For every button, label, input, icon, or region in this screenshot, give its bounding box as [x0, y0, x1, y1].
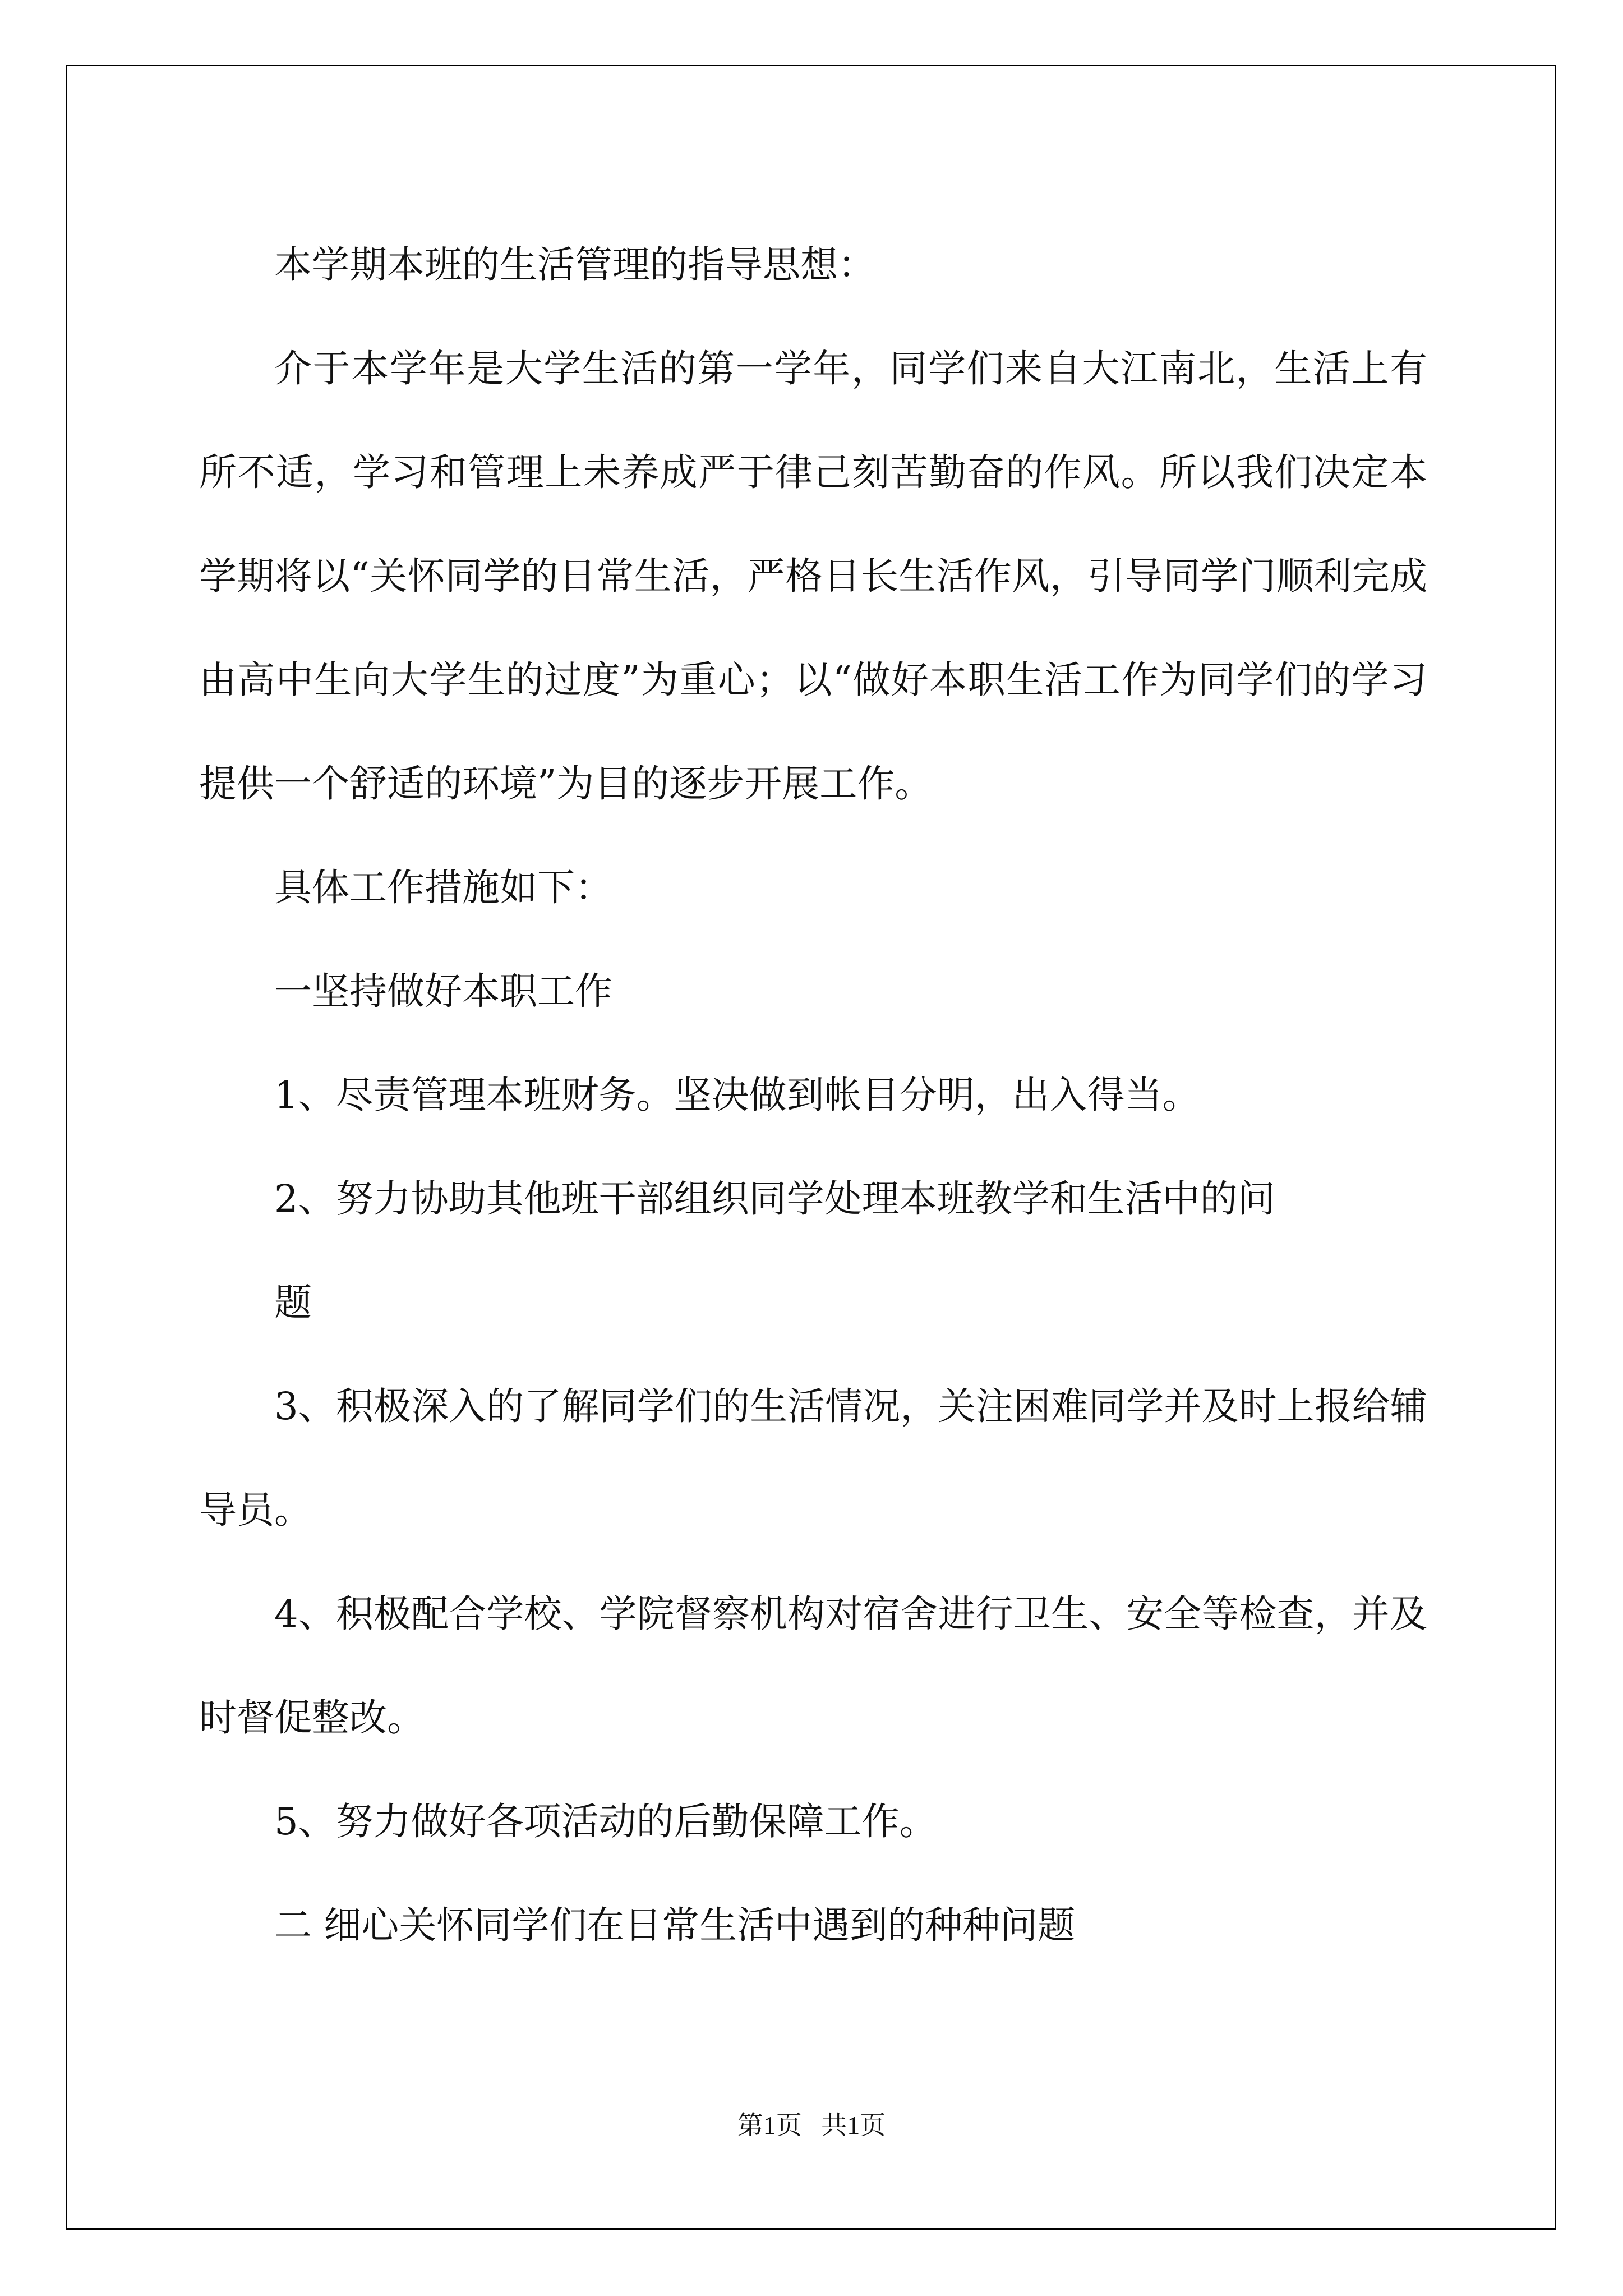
section-heading-two: 二 细心关怀同学们在日常生活中遇到的种种问题 [274, 1903, 1076, 1947]
paragraph-guiding-idea: 介于本学年是大学生活的第一学年，同学们来自大江南北，生活上有所不适，学习和管理上未养成严于律己刻苦勤奋的作风。所以我们决定本学期将以“关怀同学的日常生活，严格日长生活作风，引导同学门顺利完成由高中生向大学生的过度”为重心；以“做好本职生活工作为同学们的学习提供一个舒适的环境”为目的逐步开展工作。 [199, 347, 1427, 806]
list-item-2: 2、努力协助其他班干部组织同学处理本班教学和生活中的问 [274, 1177, 1275, 1221]
list-item-2-continuation: 题 [274, 1281, 312, 1324]
paragraph-guiding-idea-heading: 本学期本班的生活管理的指导思想： [274, 243, 875, 287]
list-item-1: 1、尽责管理本班财务。坚决做到帐目分明，出入得当。 [274, 1073, 1200, 1117]
page-number: 第1页 共1页 [737, 2111, 886, 2139]
list-item-3: 3、积极深入的了解同学们的生活情况，关注困难同学并及时上报给辅导员。 [199, 1384, 1427, 1532]
list-item-5: 5、努力做好各项活动的后勤保障工作。 [274, 1800, 937, 1843]
section-heading-one: 一坚持做好本职工作 [274, 969, 612, 1013]
paragraph-measures-heading: 具体工作措施如下： [274, 866, 612, 909]
document-body [199, 213, 1427, 1977]
list-item-4: 4、积极配合学校、学院督察机构对宿舍进行卫生、安全等检查，并及时督促整改。 [199, 1592, 1427, 1740]
